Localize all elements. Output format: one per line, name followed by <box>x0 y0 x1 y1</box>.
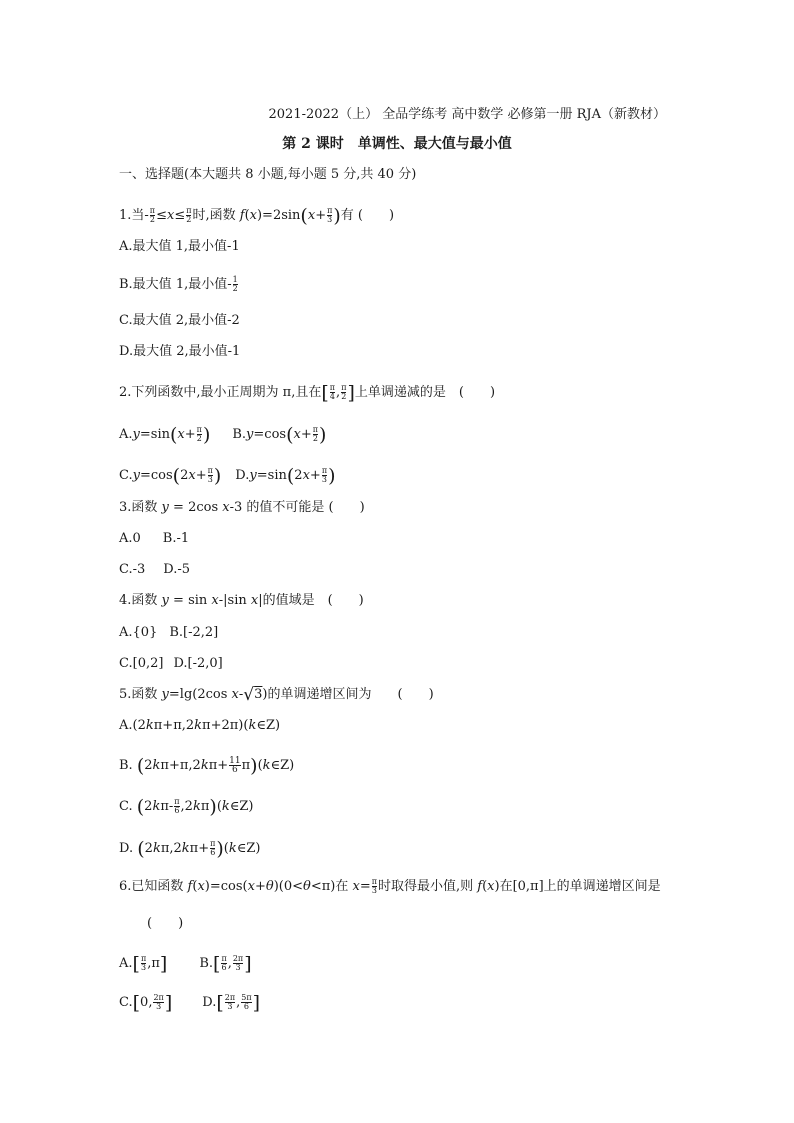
question-5-stem: 5.函数 y=lg(2cos x-√3)的单调递增区间为 ( ) <box>119 685 434 705</box>
section-heading: 一、选择题(本大题共 8 小题,每小题 5 分,共 40 分) <box>119 167 417 182</box>
question-1-option-b: B.最大值 1,最小值- $\frac{1}{2}$ <box>119 275 238 293</box>
question-2-options-ab: A.y=sin(x+ $\frac{\pi}{2}$ ) B.y=cos(x+ $\frac{\pi}{2}$ ) <box>119 424 327 446</box>
question-1-option-a: A.最大值 1,最小值-1 <box>119 239 240 254</box>
lesson-title: 第 2 课时 单调性、最大值与最小值 <box>282 136 512 152</box>
question-5-option-d: D. (2kπ,2kπ+ $\frac{\pi}{6}$ )(k∈Z) <box>119 838 261 860</box>
question-5-option-c: C. (2kπ- $\frac{\pi}{6}$ ,2kπ)(k∈Z) <box>119 796 254 818</box>
question-5-option-a: A.(2kπ+π,2kπ+2π)(k∈Z) <box>119 718 281 733</box>
question-4-options-cd: C.[0,2] D.[-2,0] <box>119 656 223 671</box>
question-1-stem: 1.当- $\frac{\pi}{2}$ ≤x≤ $\frac{\pi}{2}$ 时,函数 f(x)=2sin(x+ $\frac{\pi}{3}$ )有 ( ) <box>119 205 395 227</box>
page-header: 2021-2022（上） 全品学练考 高中数学 必修第一册 RJA（新教材） <box>268 107 666 122</box>
question-6-options-ab: A.[ $\frac{\pi}{3}$ ,π] B.[ $\frac{\pi}{6}$ , $\frac{2\pi}{3}$ ] <box>119 953 252 975</box>
question-1-option-c: C.最大值 2,最小值-2 <box>119 313 240 328</box>
question-1-option-d: D.最大值 2,最小值-1 <box>119 344 241 359</box>
question-2-options-cd: C.y=cos(2x+ $\frac{\pi}{3}$ ) D.y=sin(2x+ $\frac{\pi}{3}$ ) <box>119 465 336 487</box>
question-3-options-cd: C.-3 D.-5 <box>119 562 191 577</box>
question-6-options-cd: C.[0, $\frac{2\pi}{3}$ ] D.[ $\frac{2\pi}{3}$ , $\frac{5\pi}{6}$ ] <box>119 992 261 1014</box>
question-6-stem: 6.已知函数 f(x)=cos(x+θ)(0<θ<π)在 x= $\frac{\pi}{3}$ 时取得最小值,则 f(x)在[0,π]上的单调递增区间是 <box>119 877 661 895</box>
question-3-stem: 3.函数 y = 2cos x-3 的值不可能是 ( ) <box>119 500 365 515</box>
question-3-options-ab: A.0 B.-1 <box>119 531 190 546</box>
question-5-option-b: B. (2kπ+π,2kπ+ $\frac{11}{6}$ π)(k∈Z) <box>119 755 295 777</box>
question-2-stem: 2.下列函数中,最小正周期为 π,且在[ $\frac{\pi}{4}$ , $\frac{\pi}{2}$ ]上单调递减的是 ( ) <box>119 382 496 404</box>
question-4-stem: 4.函数 y = sin x-|sin x|的值域是 ( ) <box>119 593 364 608</box>
question-6-answer-blank: ( ) <box>147 916 184 931</box>
question-4-options-ab: A.{0} B.[-2,2] <box>119 625 219 640</box>
